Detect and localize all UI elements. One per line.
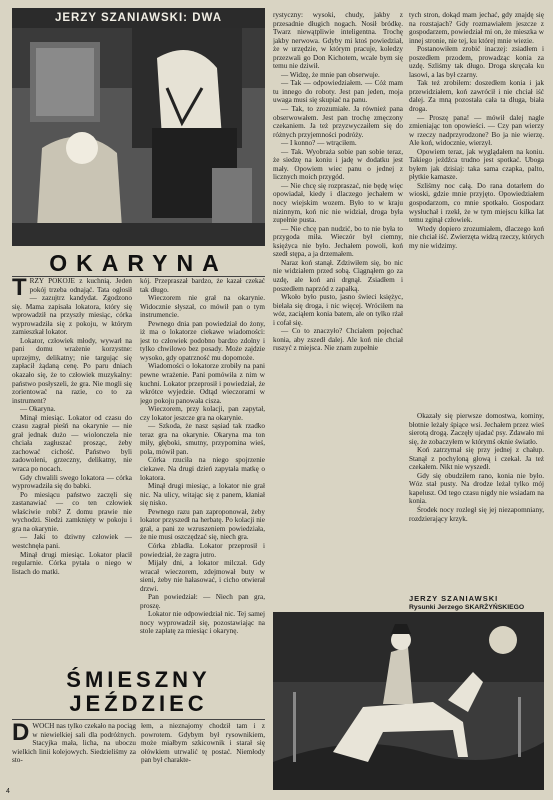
- opening-text: WOCH nas tylko czekało na pociąg w niewielkiej sali dla podróżnych. Stacyjka mała, licha, na uboczu wielkich linii kolejowych. Siedzieliśmy za sto-: [12, 722, 136, 765]
- page-header: JERZY SZANIAWSKI: DWA: [12, 8, 265, 28]
- paragraph: łem, a nieznajomy chodził tam i z powrotem. Gdybym był rysownikiem, może miałbym szkicownik i starał się ołówkiem utrwalić tę postać. Niemłody pan był charakte-: [141, 722, 265, 765]
- paragraph: Mijały dni, a lokator milczał. Gdy wracał wieczorem, zdejmował buty w sieni, żeby nie hałasować, i cicho otwierał drzwi.: [140, 559, 265, 593]
- story2-column-5: [409, 412, 544, 592]
- paragraph: — Szkoda, że nasz sąsiad tak rzadko teraz gra na okarynie. Okaryna ma ton miły, głęboki, smutny, przypomina wieś, pola, mówił pan.: [140, 422, 265, 456]
- paragraph: Środek nocy rozległ się jej niezapomniany, rozdzierający krzyk.: [409, 506, 544, 523]
- paragraph: Córka rzuciła na niego spojrzenie ciekawe. Na drugi dzień zapytała matkę o lokatora.: [140, 456, 265, 482]
- paragraph: Po miesiącu państwo zaczęli się zastanawiać — co ten człowiek właściwie robi? Z domu prawie nie wychodzi. Siedzi zamknięty w pokoju i gra na okarynie.: [12, 490, 132, 533]
- paragraph: — Tak, to zrozumiałe. Ja również pana obserwowałem. Jest pan trochę zmęczony czekaniem. Ja też przyzwyczaiłem się do różnych przyjemności podróży.: [273, 105, 403, 139]
- paragraph: Lokator nie odpowiedział nic. Tej samej nocy wyprowadził się, pozostawiając na stole zapłatę za miesiąc i okarynę.: [140, 610, 265, 636]
- paragraph: — Nie chcę się rozpraszać, nie będę więc opowiadał, kiedy i dlaczego jechałem w nocy wiejskim wozem. Było to w kraju nizinnym, koń nic nie widział, droga była zupełnie pusta.: [273, 181, 403, 225]
- author-name: JERZY SZANIAWSKI: [409, 594, 499, 603]
- dropcap-d: D: [12, 722, 30, 746]
- paragraph: Naraz koń stanął. Zdziwiłem się, bo nic nie widziałem przed sobą. Ciągnąłem go za uzdę, ale koń ani drgnął. Zsiadłem i poszedłem naprzód z zapałką.: [273, 258, 403, 293]
- page-number: 4: [6, 788, 10, 795]
- illustration-credit: Rysunki Jerzego SKARŻYŃSKIEGO: [409, 604, 525, 611]
- paragraph: — Okaryna.: [20, 405, 56, 414]
- illustration-rider: [273, 612, 544, 790]
- paragraph: Koń zatrzymał się przy jednej z chałup. Stanął z pochyloną głową i czekał. Ja też czekałem. Nikt nie wyszedł.: [409, 446, 544, 472]
- paragraph: Wkoło było pusto, jasno świeci księżyc, bielała się droga, i nic więcej. Wróciłem na wóz, zaciąłem konia batem, ale on tylko rżał i cofał się.: [273, 293, 403, 327]
- author-signature: [409, 594, 544, 612]
- paragraph: Wieczorem nie grał na okarynie. Widocznie słyszał, co mówił pan o tym instrumencie.: [140, 294, 265, 320]
- paragraph: Córka zbladła. Lokator przeprosił i powiedział, że zagra jutro.: [140, 541, 265, 559]
- story1-column-1: [12, 277, 132, 666]
- paragraph: — Proszę pana! — mówił dalej nagle zmieniając ton opowieści. — Czy pan wierzy w rzeczy nadprzyrodzone? Bo ja nie wierzę. Ale koń, widocznie, wierzył.: [409, 113, 544, 148]
- paragraph: Minął drugi miesiąc. Lokator płacił regularnie. Córka pytała o niego w listach do matki.: [12, 550, 132, 576]
- dropcap-t: T: [12, 277, 27, 301]
- ocarina-drawing: [12, 28, 265, 246]
- paragraph: Szliśmy noc całą. Do rana dotarłem do wioski, gdzie mnie przyjęto. Opowiedziałem gospodarzom, co mnie spotkało. Gospodarz wysłuchał i rzekł, że w tym miejscu kilka lat temu zginął człowiek.: [409, 181, 544, 225]
- paragraph: — Tak — odpowiedziałem. — Cóż mam tu innego do roboty. Jest pan jeden, moja uwaga musi się skupiać na panu.: [273, 79, 403, 105]
- opening-paragraph: [12, 722, 136, 765]
- story-title-smieszny-jezdziec: ŚMIESZNY JEŹDZIEC: [66, 667, 211, 716]
- paragraph: — Jaki to dziwny człowiek — westchnęła pani.: [12, 533, 132, 550]
- paragraph: Lokator, człowiek młody, wywarł na pani domu wrażenie korzystne: uprzejmy, delikatny; nie targując się zapłacił żądaną cenę. Po paru dniach okazało się, że to człowiek muzykalny: państwo posłyszeli, że gra. Nie mogli się zorientować na razie, co to za instrument?: [12, 336, 132, 405]
- opening-text: RZY POKOJE z kuchnią. Jeden pokój trzeba odnająć. Tata ogłosił — zazujtrz kandydat. Zgodzono się. Mama zapisała lokatora, który się wprowadził na przyszły miesiąc, córka wyprowadziła się z pokoju, w którym zamieszkał lokator.: [12, 277, 132, 337]
- paragraph: Minął miesiąc. Lokator od czasu do czasu zagrał pieśń na okarynie — nie grał jednak dużo — wiolonczela nie chciała zagłuszać prosząc, żeby zachować cichość. Państwo byli zadowoleni, grzeczny, delikatny, nie wraca po nocach.: [12, 413, 132, 474]
- paragraph: Pewnego dnia pan powiedział do żony, iż ma o lokatorze ciekawe wiadomości: jest to człowiek podobno bardzo zdolny i tylko chwilowo bez posady. Może zajdzie wysoko, gdy opatrzność mu dopomoże.: [140, 319, 265, 362]
- paragraph: kój. Przepraszał bardzo, że kazał czekać tak długo.: [140, 277, 265, 294]
- illustration-ocarina: [12, 28, 265, 246]
- paragraph: Wtedy dopiero zrozumiałem, dlaczego koń nie chciał iść. Zwierzęta widzą rzeczy, których my nie widzimy.: [409, 224, 544, 250]
- paragraph: — Widzę, że mnie pan obserwuje.: [281, 70, 380, 79]
- story1-opening-paragraph: [12, 277, 132, 337]
- paragraph: Opowiem teraz, jak wyglądałem na koniu. Takiego jeźdźca trudno jest spotkać. Uboga byłem jak dzisiaj: taka sama czapka, palto, płytkie kamasze.: [409, 147, 544, 182]
- story2-column-1: [12, 722, 136, 788]
- paragraph: — Co to znaczyło? Chciałem pojechać konia, aby zszedł dalej. Ale koń nie chciał ruszyć z miejsca. Nie znam zupełnie: [273, 327, 403, 353]
- paragraph: Okazały się pierwsze domostwa, kominy, błotnie leżały śpiące wsi. Jechałem przez wieś sierotą drogą. Zaczęły ujadać psy. Zdawało mi się, że zobaczyłem w którymś oknie światło.: [409, 412, 544, 446]
- paragraph: — Nie chcę pan nudzić, bo to nie była to przygoda miła. Wieczór był ciemny, księżyca nie było. Jechałem powoli, koń szedł stępa, a ja drzemałem.: [273, 224, 403, 259]
- story-title-okaryna: OKARYNA: [49, 250, 228, 276]
- story2-column-2: [141, 722, 265, 788]
- paragraph: Gdy się obudziłem rano, konia nie było. Wóz stał pusty. Na drodze leżał tylko mój kapelusz. Od tego czasu nigdy nie wsiadam na konia.: [409, 471, 544, 506]
- paragraph: Gdy chwalili swego lokatora — córka wyprowadziła się do babki.: [12, 473, 132, 491]
- paragraph: — I konno? — wtrąciłem.: [281, 139, 357, 148]
- paragraph: Pan powiedział: — Niech pan gra, proszę.: [140, 593, 265, 610]
- paragraph: Wieczorem, przy kolacji, pan zapytał, czy lokator jeszcze gra na okarynie.: [140, 405, 265, 422]
- paragraph: Wiadomości o lokatorze zrobiły na pani pewne wrażenie. Pani pomówiła z nim w kuchni. Lokator przeprosił i powiedział, że wkrótce wyjedzie. Odtąd wieczorami w jego pokoju panowała cisza.: [140, 362, 265, 405]
- paragraph: — Tak. Wyobraża sobie pan sobie teraz, że siedzę na koniu i jadę w dodatku jest mały. Opowiem wiec panu o jednej z licznych moich przygód.: [273, 147, 403, 182]
- rider-drawing: [273, 612, 544, 790]
- paragraph: Minął drugi miesiąc, a lokator nie grał nic. Na ulicy, witając się z panem, kłaniał się nisko.: [140, 482, 265, 508]
- paragraph: Pewnego razu pan zaproponował, żeby lokator przyszedł na herbatę. Po kolacji nie grał, a pani ze wzruszeniem powiedziała, że nie musi oszczędzać się, niech gra.: [140, 507, 265, 542]
- paragraph: tych stron, dokąd mam jechać, gdy znajdę się na rozstajach? Gdy rozmawiałem jeszcze z gospodarzem, powiedział mi on, że mieszka w innej stronie, nie tej, ku której mnie wiezie.: [409, 11, 544, 45]
- story2-column-4: [409, 11, 544, 410]
- title-underline: [12, 719, 265, 720]
- paragraph: rystyczny: wysoki, chudy, jakby z przesadnie długich nogach. Nosił bródkę. Twarz niewątpliwie inteligentna. Trochę jakby nerwowa. Gdyby mi ktoś powiedział, że w urzędzie, w którym pracuje, koledzy przezwali go Don Kichotem, wcale bym się temu nie dziwił.: [273, 11, 403, 71]
- paragraph: Tak też zrobiłem: doszedłem konia i jak przewidziałem, koń zawrócił i nie chciał iść dalej. Za mną pozostała cała ta długa, biała droga.: [409, 79, 544, 114]
- paragraph: Postanowiłem zrobić inaczej: zsiadłem i poszedłem przodem, prowadząc konia za uzdę. Szliśmy tak długo. Droga skręcała ku lasowi, a las był czarny.: [409, 45, 544, 79]
